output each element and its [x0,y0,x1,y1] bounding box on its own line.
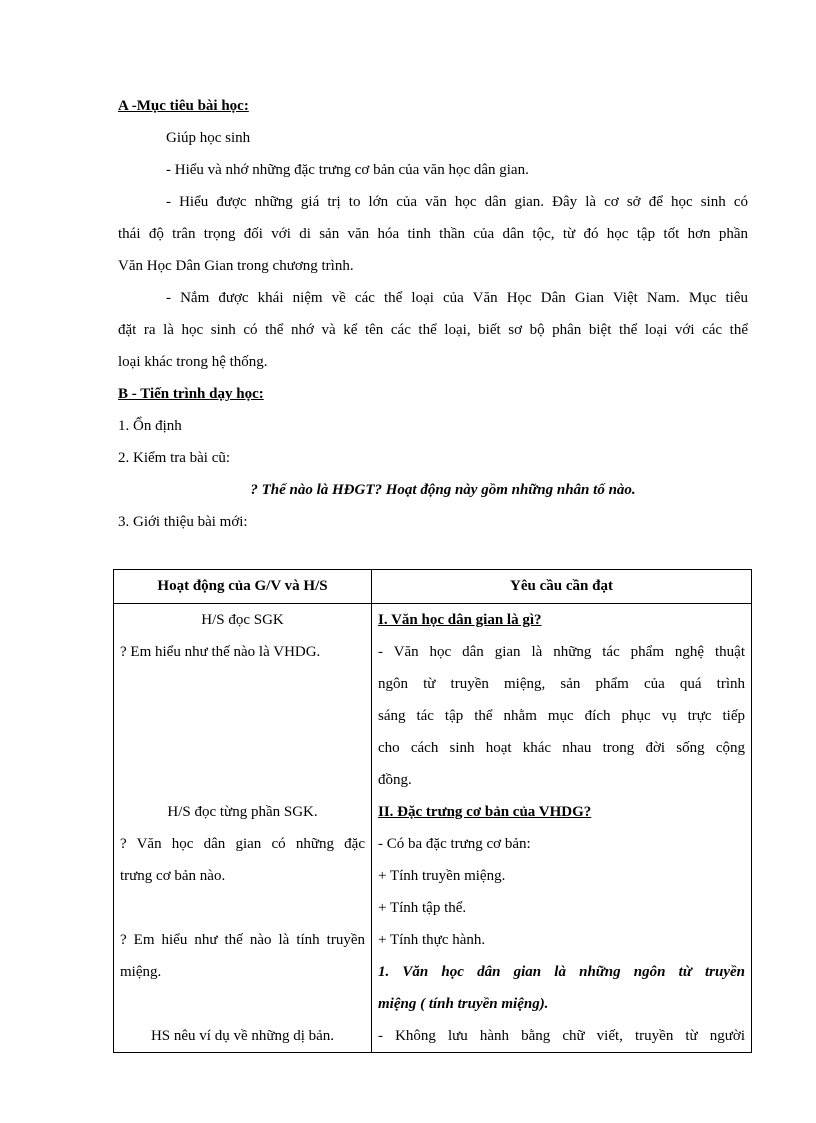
left-line-read-parts: H/S đọc từng phần SGK. [167,804,318,820]
lesson-table [113,569,752,1053]
goal-3-line-2: đặt ra là học sinh có thể nhớ và kể tên các thể loại, biết sơ bộ phân biệt thể loại với các thể [118,322,748,338]
table-row [114,604,752,1053]
goal-2-line-3: Văn Học Dân Gian trong chương trình. [118,258,354,274]
requirements-column [372,604,752,1053]
review-question: ? Thế nào là HĐGT? Hoạt động này gồm những nhân tố nào. [250,482,636,498]
goal-3-line-1: - Nắm được khái niệm về các thể loại của Văn Học Dân Gian Việt Nam. Mục tiêu [166,290,748,306]
right-line-subheading-1: 1. Văn học dân gian là những ngôn từ truyền [378,964,745,980]
intro-text: Giúp học sinh [166,130,251,146]
left-line-question-oral-2: miệng. [120,964,162,980]
right-line-heading-2: II. Đặc trưng cơ bản của VHDG? [378,804,592,820]
section-b-heading: B - Tiến trình dạy học: [118,386,264,402]
step-1: 1. Ổn định [118,418,182,434]
right-line-definition-1: - Văn học dân gian là những tác phẩm nghệ thuật [378,644,745,660]
right-line-definition-3: sáng tác tập thể nhằm mục đích phục vụ trực tiếp [378,708,745,724]
activity-column [114,604,372,1053]
right-line-heading-1: I. Văn học dân gian là gì? [378,612,542,628]
goal-3-line-3: loại khác trong hệ thống. [118,354,268,370]
goal-1: - Hiểu và nhớ những đặc trưng cơ bản của văn học dân gian. [166,162,529,178]
right-line-feature-collective: + Tính tập thể. [378,900,467,916]
header-teacher-student-activity: Hoạt động của G/V và H/S [114,570,372,604]
right-line-feature-oral: + Tính truyền miệng. [378,868,506,884]
right-line-definition-5: đồng. [378,772,412,788]
left-line-variants: HS nêu ví dụ về những dị bản. [150,1028,335,1044]
section-a-heading: A -Mục tiêu bài học: [118,98,249,114]
left-line-question-features-2: trưng cơ bản nào. [120,868,226,884]
right-line-definition-2: ngôn từ truyền miệng, sản phẩm của quá trình [378,676,745,692]
left-line-question-oral-1: ? Em hiểu như thế nào là tính truyền [120,932,365,948]
left-line-question-vhdg: ? Em hiểu như thế nào là VHDG. [120,644,321,660]
step-2: 2. Kiểm tra bài cũ: [118,450,231,466]
right-line-subheading-2: miệng ( tính truyền miệng). [378,996,549,1012]
left-line-read-sgk: H/S đọc SGK [201,612,284,628]
right-line-not-written: - Không lưu hành bằng chữ viết, truyền từ người [378,1028,745,1044]
document-body [118,90,748,538]
left-line-question-features-1: ? Văn học dân gian có những đặc [120,836,365,852]
right-line-feature-practical: + Tính thực hành. [378,932,486,948]
goal-2-line-2: thái độ trân trọng đối với di sản văn hóa tinh thần của dân tộc, từ đó học tập tốt hơn phần [118,226,748,242]
goal-2-line-1: - Hiểu được những giá trị to lớn của văn học dân gian. Đây là cơ sở để học sinh có [166,194,748,210]
header-requirements: Yêu cầu cần đạt [372,570,752,604]
step-3: 3. Giới thiệu bài mới: [118,514,248,530]
right-line-features: - Có ba đặc trưng cơ bản: [378,836,531,852]
right-line-definition-4: cho cách sinh hoạt khác nhau trong đời sống cộng [378,740,745,756]
table-header-row [114,570,752,604]
